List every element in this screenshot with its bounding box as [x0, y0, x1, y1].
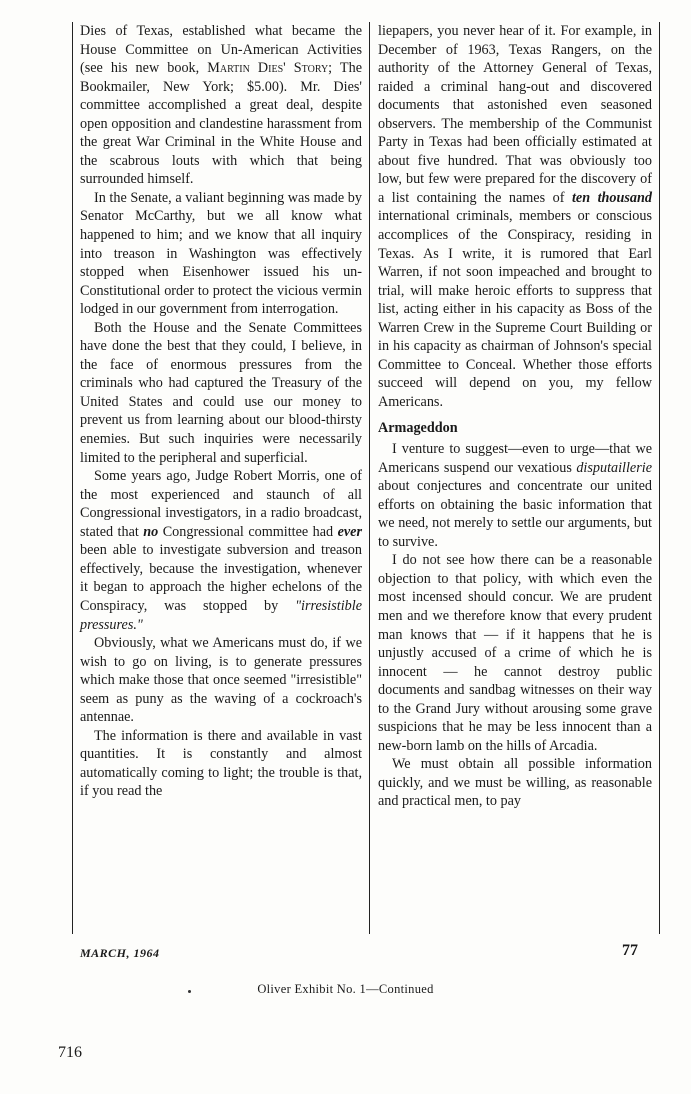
- paragraph: We must obtain all possible information quickly, and we must be willing, as reasonable and practical men, to pay: [378, 756, 652, 810]
- center-column-rule: [369, 22, 370, 934]
- paragraph: Some years ago, Judge Robert Morris, one of the most experienced and staunch of all Congressional investigators, in a radio broadcast, stated that no Congressional committee had ever been able to investigate subversion and treason effectively, because the investigation, whenever it began to approach the higher echelons of the Conspiracy, was stopped by "irresistible pressures.": [80, 468, 362, 633]
- left-column-rule: [72, 22, 73, 934]
- paragraph: In the Senate, a valiant beginning was made by Senator McCarthy, but we all know what happened to him; and we know that all inquiry into treason in Washington was effectively stopped when Eisenhower issued his un-Constitutional order to protect the vicious vermin lodged in our government from interrogation.: [80, 189, 362, 318]
- left-column: [80, 22, 362, 801]
- paragraph: I venture to suggest—even to urge—that we Americans suspend our vexatious disputaillerie about conjectures and concentrate our united efforts on obtaining the basic information that we need, not merely to settle our arguments, but to survive.: [378, 441, 652, 550]
- page-number: 716: [58, 1044, 82, 1061]
- speck-mark: [188, 990, 191, 993]
- paragraph: Dies of Texas, established what became the House Committee on Un-American Activities (see his new book, Martin Dies' Story; The Bookmailer, New York; $5.00). Mr. Dies' committee accomplished a great deal, despite open opposition and clandestine harassment from the great War Criminal in the White House and the scabrous louts with which that being surrounded himself.: [80, 23, 362, 188]
- paragraph: The information is there and available in vast quantities. It is constantly and almost automatically coming to light; the trouble is that, if you read the: [80, 727, 362, 800]
- paragraph: Obviously, what we Americans must do, if we wish to go on living, is to generate pressures which make those that once seemed "irresistible" seem as puny as the waving of a cockroach's antennae.: [80, 635, 362, 726]
- section-heading: Armageddon: [378, 420, 458, 437]
- issue-date: MARCH, 1964: [80, 946, 160, 960]
- exhibit-caption: Oliver Exhibit No. 1—Continued: [257, 982, 434, 996]
- right-column: [378, 22, 652, 811]
- magazine-page-number: 77: [622, 942, 638, 959]
- paragraph: liepapers, you never hear of it. For example, in December of 1963, Texas Rangers, on the authority of the Attorney General of Texas, raided a criminal hang-out and discovered documents that astonished even seasoned observers. The membership of the Communist Party in Texas had been officially estimated at about five hundred. That was obviously too low, but few were prepared for the discovery of a list containing the names of ten thousand international criminals, members or conscious accomplices of the Conspiracy, residing in Texas. As I write, it is rumored that Earl Warren, if not soon impeached and brought to trial, will make heroic efforts to suppress that list, acting either in his capacity as Boss of the Warren Crew in the Supreme Court Building or in his capacity as chairman of Johnson's special Committee to Conceal. Whether those efforts succeed will depend on you, my fellow Americans.: [378, 23, 653, 410]
- paragraph: Both the House and the Senate Committees have done the best that they could, I believe, in the face of enormous pressures from the criminals who had captured the Treasury of the United States and could use our money to prevent us from learning about our blood-thirsty enemies. But such inquiries were necessarily limited to the peripheral and superficial.: [80, 319, 362, 466]
- right-column-rule: [659, 22, 660, 934]
- paragraph: I do not see how there can be a reasonable objection to that policy, with which even the most incensed should concur. We are prudent men and we therefore know that every prudent man knows that — if it happens that he is unjustly accused of a crime of which he is innocent — he cannot destroy public documents and sandbag witnesses on their way to the Grand Jury without arousing some grave suspicions that he may be less innocent than a new-born lamb on the hills of Arcadia.: [378, 552, 652, 754]
